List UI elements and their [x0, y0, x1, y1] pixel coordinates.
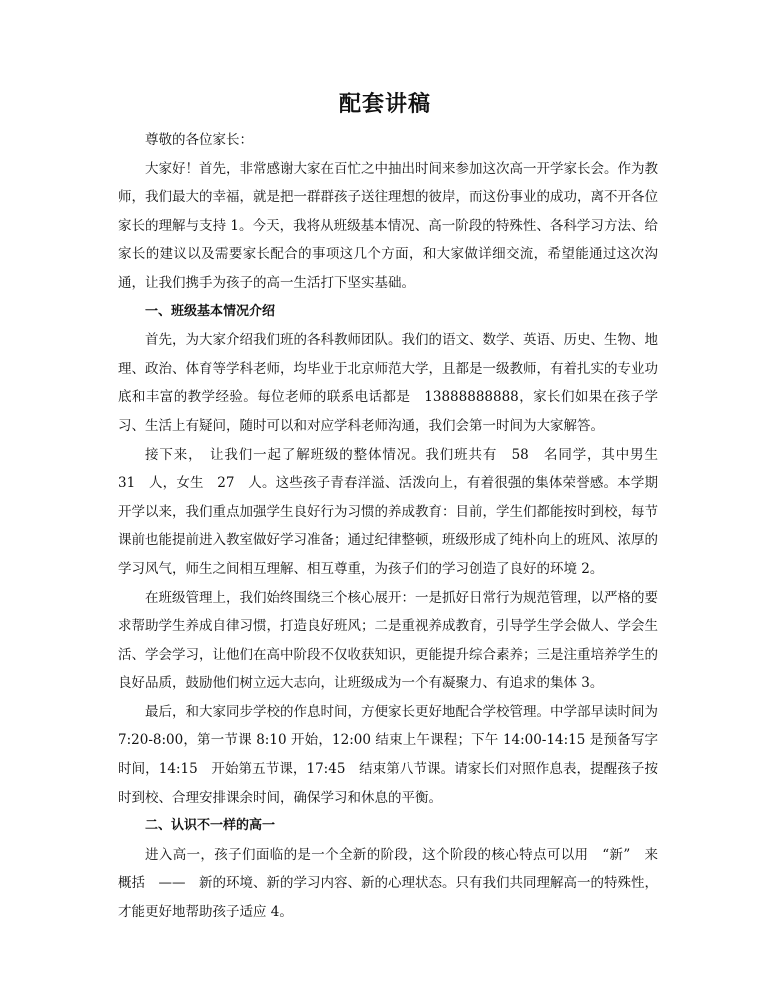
section-heading-grade-one: 二、认识不一样的高一	[145, 818, 276, 834]
paragraph-class-overview: 接下来， 让我们一起了解班级的整体情况。我们班共有 58 名同学，其中男生 31 人，女生 27 人。这些孩子青春洋溢、活泼向上，有着很强的集体荣誉感。本学期开学以来，我们重点加强学生良好行为习惯的养成教育：目前，学生们都能按时到校，每节课前也能提前进入教室做好学习准备；通过纪律整顿，班级形成了纯朴向上的班风、浓厚的学习风气，师生之间相互理解、相互尊重，为孩子们的学习创造了良好的环境 2。	[118, 446, 672, 577]
section-heading-class-info: 一、班级基本情况介绍	[145, 303, 276, 319]
document-title: 配套讲稿	[338, 91, 431, 117]
paragraph-new-stage: 进入高一，孩子们面临的是一个全新的阶段，这个阶段的核心特点可以用 “新” 来概括 —— 新的环境、新的学习内容、新的心理状态。只有我们共同理解高一的特殊性，才能更好地帮助孩子适应 4。	[118, 846, 658, 921]
document-body	[118, 126, 672, 927]
paragraph-class-management: 在班级管理上，我们始终围绕三个核心展开：一是抓好日常行为规范管理，以严格的要求帮助学生养成自律习惯，打造良好班风；二是重视养成教育，引导学生学会做人、学会生活、学会学习，让他们在高中阶段不仅收获知识，更能提升综合素养；三是注重培养学生的良好品质，鼓励他们树立远大志向，让班级成为一个有凝聚力、有追求的集体 3。	[118, 589, 658, 692]
paragraph-schedule: 最后，和大家同步学校的作息时间，方便家长更好地配合学校管理。中学部早读时间为 7:20-8:00，第一节课 8:10 开始，12:00 结束上午课程；下午 14:00-14:15 是预备写字时间，14:15 开始第五节课，17:45 结束第八节课。请家长们对照作息表，提醒孩子按时到校、合理安排课余时间，确保学习和休息的平衡。	[118, 703, 658, 806]
paragraph-teachers: 首先，为大家介绍我们班的各科教师团队。我们的语文、数学、英语、历史、生物、地理、政治、体育等学科老师，均毕业于北京师范大学，且都是一级教师，有着扎实的专业功底和丰富的教学经验。每位老师的联系电话都是 13888888888，家长们如果在孩子学习、生活上有疑问，随时可以和对应学科老师沟通，我们会第一时间为大家解答。	[118, 332, 658, 434]
intro-paragraph: 大家好！首先，非常感谢大家在百忙之中抽出时间来参加这次高一开学家长会。作为教师，我们最大的幸福，就是把一群群孩子送往理想的彼岸，而这份事业的成功，离不开各位家长的理解与支持 1。今天，我将从班级基本情况、高一阶段的特殊性、各科学习方法、给家长的建议以及需要家长配合的事项这几个方面，和大家做详细交流，希望能通过这次沟通，让我们携手为孩子的高一生活打下坚实基础。	[118, 160, 658, 291]
salutation: 尊敬的各位家长：	[145, 132, 253, 148]
